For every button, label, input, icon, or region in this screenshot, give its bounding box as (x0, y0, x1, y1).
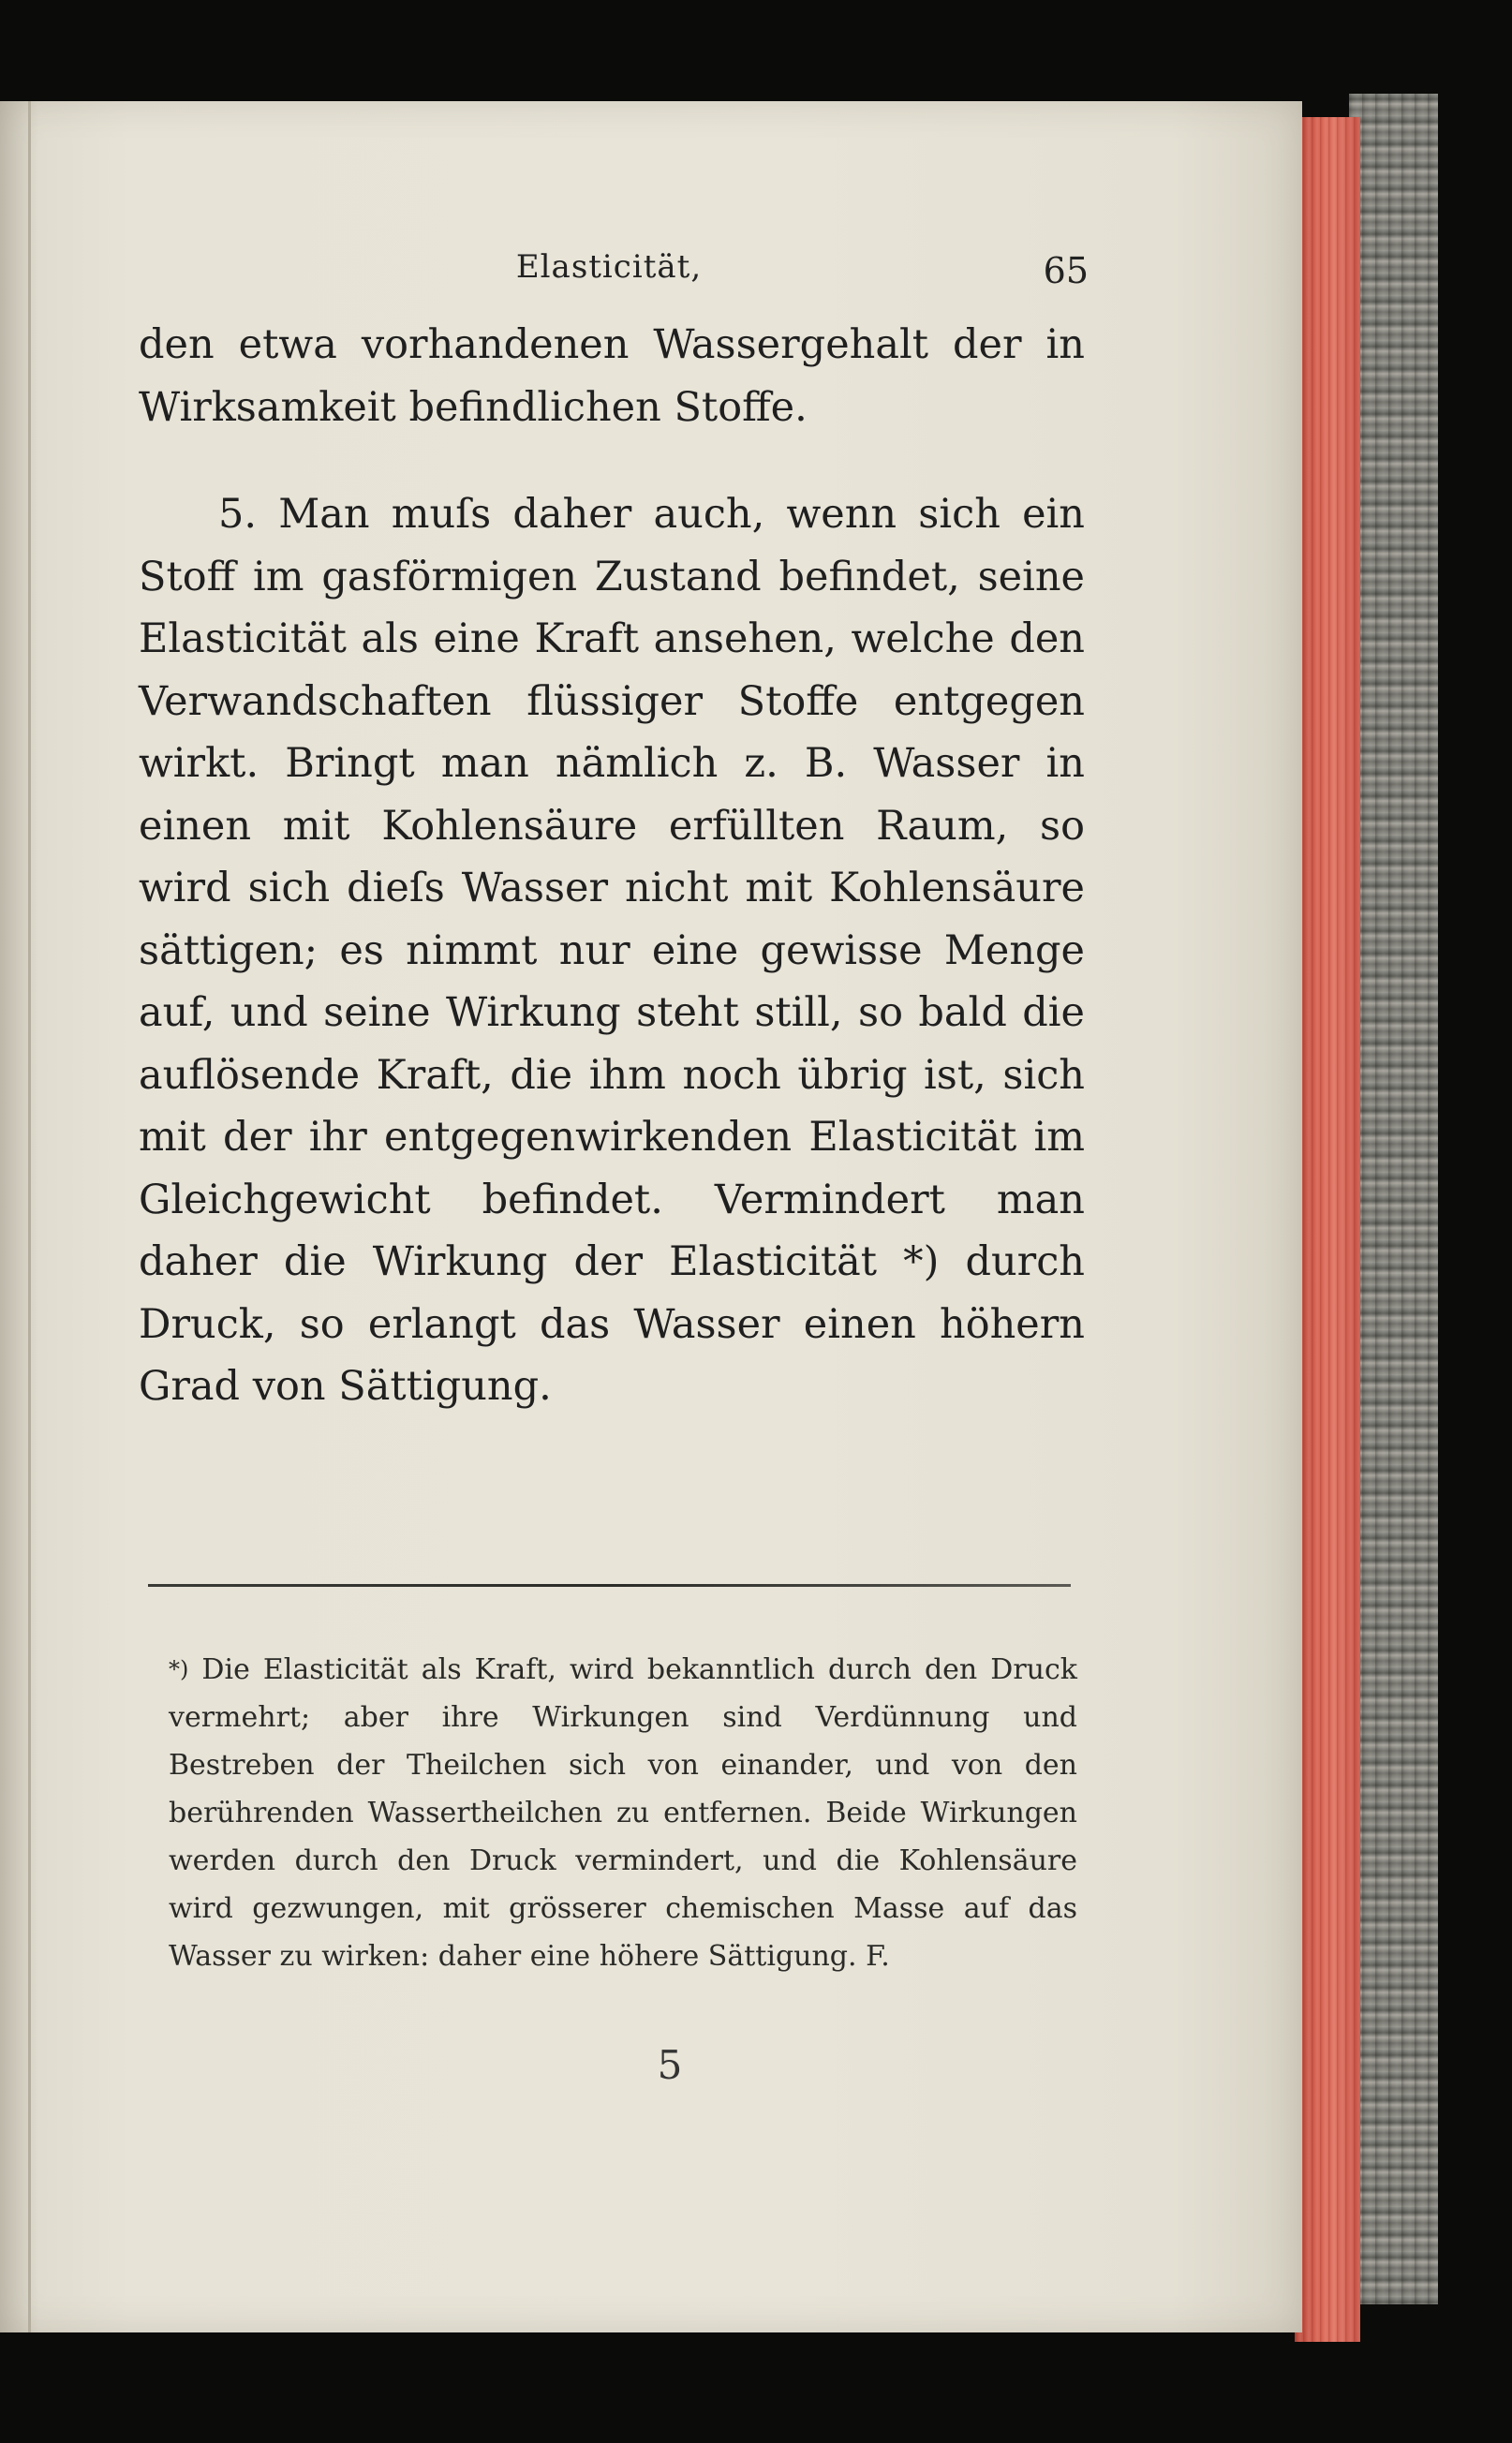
running-title: Elasticität, (515, 248, 703, 286)
book-edge-red (1295, 117, 1360, 2342)
gutter (28, 101, 31, 2332)
footnote (169, 1646, 1077, 1980)
paragraph-continuation: den etwa vorhandenen Wassergehalt der in Wirksamkeit befindlichen Stoffe. (139, 321, 1085, 431)
running-head (141, 248, 1096, 295)
book-edge-marbled (1349, 94, 1438, 2304)
signature-mark: 5 (657, 2042, 683, 2088)
footnote-text: Die Elasticität als Kraft, wird bekanntlich durch den Druck vermehrt; aber ihre Wirkungen sind Verdünnung und Bestreben der Theilchen sich von einander, und von den berührenden Wassertheilchen zu entfernen. Beide Wirkungen werden durch den Druck vermindert, und die Kohlensäure wird gezwungen, mit grösserer chemischen Masse auf das Wasser zu wirken: daher eine höhere Sättigung. F. (169, 1653, 1077, 1973)
paragraph-5: 5. Man muſs daher auch, wenn sich ein Stoff im gasförmigen Zustand befindet, seine Elasticität als eine Kraft ansehen, welche den Verwandschaften flüssiger Stoffe entgegen wirkt. Bringt man nämlich z. B. Wasser in einen mit Kohlensäure erfüllten Raum, so wird sich dieſs Wasser nicht mit Kohlensäure sättigen; es nimmt nur eine gewisse Menge auf, und seine Wirkung steht still, so bald die auflösende Kraft, die ihm noch übrig ist, sich mit der ihr entgegenwirkenden Elasticität im Gleichgewicht befindet. Vermindert man daher die Wirkung der Elasticität *) durch Druck, so erlangt das Wasser einen höhern Grad von Sättigung. (139, 491, 1085, 1410)
footnote-marker: *) (169, 1656, 189, 1682)
page-number: 65 (1043, 250, 1089, 291)
footnote-divider (148, 1584, 1071, 1587)
body-text (139, 314, 1085, 1418)
